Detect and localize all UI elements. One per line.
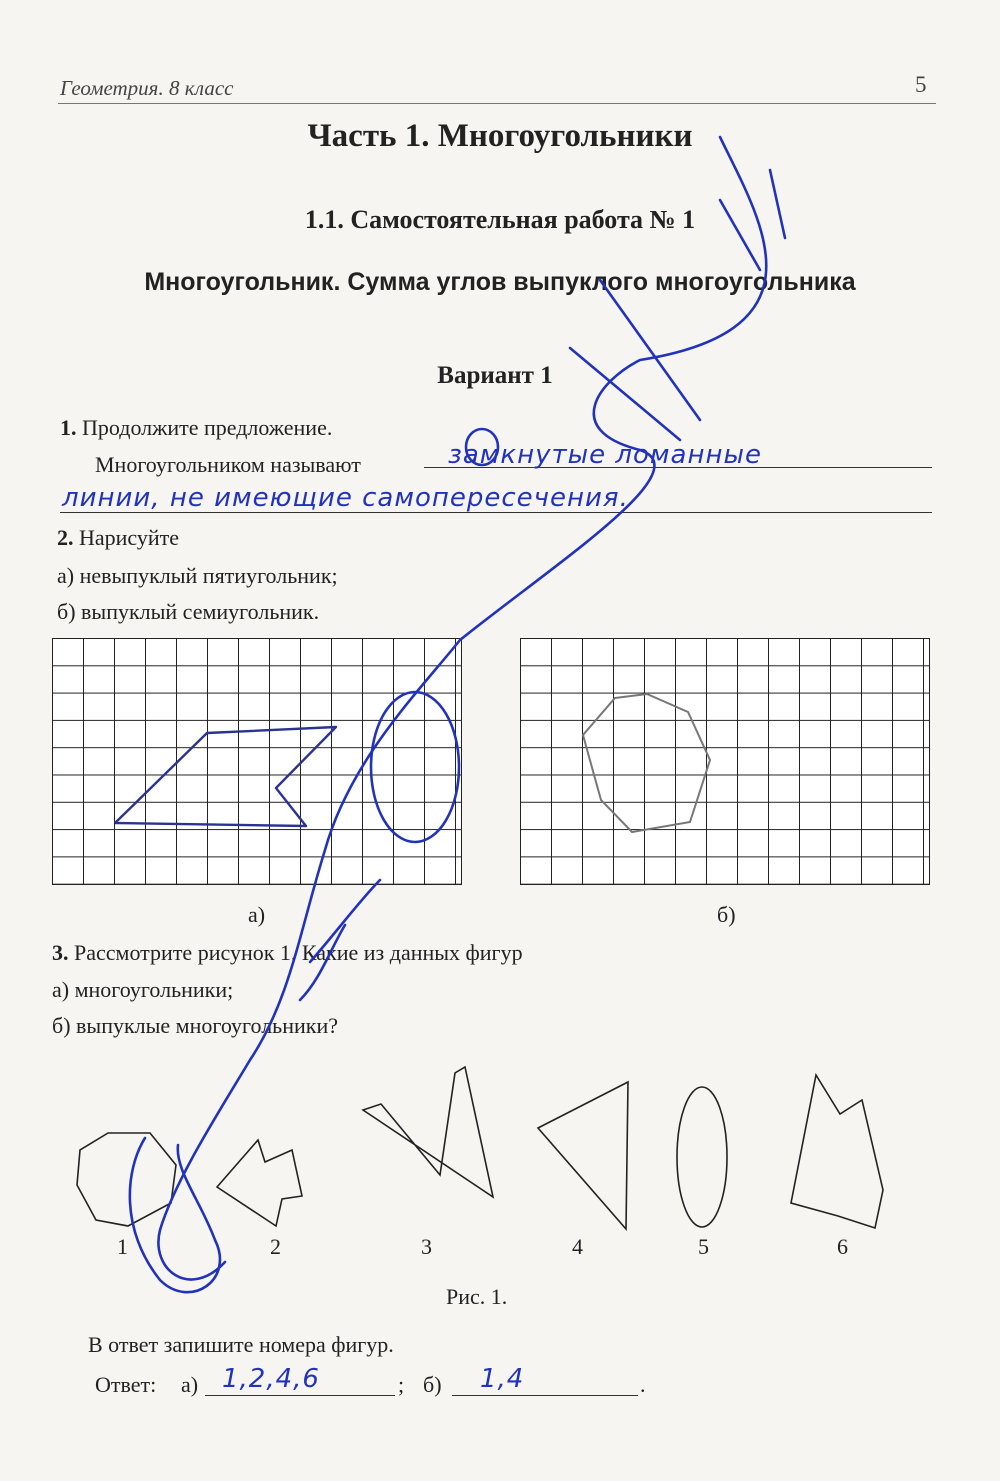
task3-instruction: В ответ запишите номера фигур.	[88, 1332, 394, 1357]
book-title: Геометрия. 8 класс	[60, 76, 234, 100]
variant-title: Вариант 1	[437, 362, 553, 389]
task1-lead: Многоугольником называют	[95, 452, 361, 477]
task1-answer-line1: замкнутые ломанные	[448, 440, 762, 470]
figure-number-6: 6	[837, 1234, 848, 1259]
answer-a-label: а)	[181, 1372, 199, 1397]
answer-b-value: 1,4	[480, 1364, 525, 1394]
task2-number: 2.	[57, 525, 74, 550]
task1-text: Продолжите предложение.	[82, 415, 333, 440]
figure-4-triangle	[538, 1082, 628, 1229]
figure-number-5: 5	[698, 1234, 709, 1259]
figure-5-ellipse	[677, 1087, 727, 1227]
figure-3-chevron	[363, 1067, 493, 1197]
task1-number: 1.	[60, 415, 77, 440]
answer-label: Ответ:	[95, 1372, 157, 1397]
answer-a-value: 1,2,4,6	[222, 1364, 320, 1394]
grid-a-label: а)	[248, 902, 266, 927]
figure-caption: Рис. 1.	[446, 1284, 508, 1309]
figure-6-notched	[791, 1075, 883, 1228]
answer-end-dot: .	[640, 1372, 646, 1397]
scribble-v-lines	[570, 170, 785, 440]
task2-item-b: б) выпуклый семиугольник.	[57, 599, 320, 624]
grid-b-label: б)	[717, 902, 736, 927]
answer-separator: ;	[398, 1372, 405, 1397]
student-pentagon-drawing	[115, 727, 336, 826]
task2-item-a: а) невыпуклый пятиугольник;	[57, 563, 338, 588]
task3-number: 3.	[52, 940, 69, 965]
scribble-circle-top	[466, 429, 498, 465]
part-title: Часть 1. Многоугольники	[307, 118, 693, 154]
task3-item-a: а) многоугольники;	[52, 977, 234, 1002]
figure-number-2: 2	[270, 1234, 281, 1259]
topic-title: Многоугольник. Сумма углов выпуклого многоугольника	[144, 268, 856, 296]
figure-number-4: 4	[572, 1234, 583, 1259]
figure-number-1: 1	[117, 1234, 128, 1259]
figure-1-hexagon	[77, 1133, 176, 1226]
task3-text: Рассмотрите рисунок 1. Какие из данных фигур	[74, 940, 523, 965]
scribble-circle-right	[371, 692, 459, 842]
scribble-long-curve	[158, 137, 766, 1279]
section-title: 1.1. Самостоятельная работа № 1	[304, 205, 696, 234]
scribble-loop-lower	[130, 1138, 220, 1292]
figure-number-3: 3	[421, 1234, 432, 1259]
pencil-heptagon-drawing	[583, 694, 710, 832]
task1-answer-line2: линии, не имеющие самопересечения.	[62, 483, 629, 513]
task2-text: Нарисуйте	[79, 525, 180, 550]
answer-b-label: б)	[423, 1372, 442, 1397]
page-number: 5	[915, 72, 927, 97]
figure-2-arrow	[217, 1140, 302, 1226]
task3-item-b: б) выпуклые многоугольники?	[52, 1013, 338, 1038]
